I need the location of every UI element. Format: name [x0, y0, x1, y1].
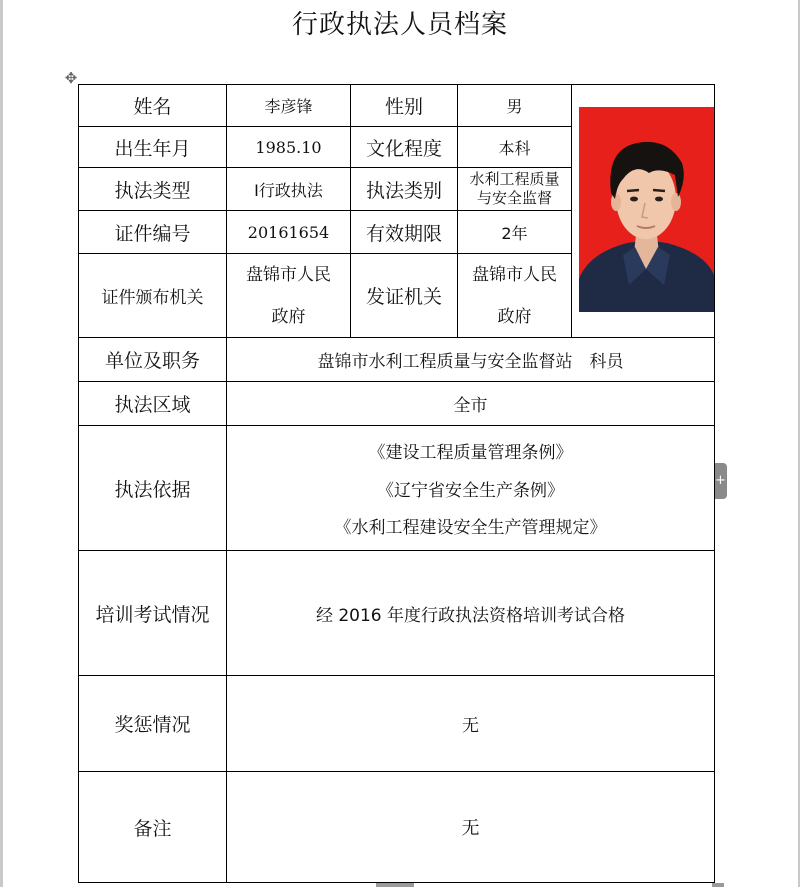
value-birth: 1985.10 — [255, 137, 322, 157]
basis-item: 《水利工程建设安全生产管理规定》 — [334, 517, 607, 538]
value-unit-position: 盘锦市水利工程质量与安全监督站 科员 — [317, 352, 624, 372]
value-certifying-authority-line1: 盘锦市人民 — [472, 264, 557, 285]
label-certifying-authority: 发证机关 — [365, 286, 442, 308]
value-rewards: 无 — [462, 716, 479, 736]
value-enforcement-type: I行政执法 — [254, 180, 323, 200]
label-basis: 执法依据 — [114, 478, 191, 501]
page-title: 行政执法人员档案 — [291, 10, 508, 40]
value-validity: 2年 — [501, 223, 528, 243]
label-validity: 有效期限 — [365, 222, 442, 245]
basis-item: 《辽宁省安全生产条例》 — [377, 480, 564, 501]
table-move-handle-icon[interactable]: ✥ — [64, 69, 78, 87]
label-unit-position: 单位及职务 — [104, 350, 200, 372]
value-basis — [227, 426, 714, 550]
value-certifying-authority — [458, 254, 571, 337]
label-area: 执法区域 — [114, 394, 191, 416]
label-enforcement-type: 执法类型 — [114, 179, 191, 202]
label-gender: 性别 — [384, 96, 423, 118]
page-left-edge — [0, 0, 3, 887]
profile-photo — [579, 107, 714, 312]
value-training: 经 2016 年度行政执法资格培训考试合格 — [315, 605, 626, 626]
label-name: 姓名 — [133, 96, 172, 118]
label-issuing-authority: 证件颁布机关 — [101, 288, 204, 308]
label-enforcement-category: 执法类别 — [365, 179, 442, 202]
person-portrait-image — [579, 107, 714, 312]
label-birth: 出生年月 — [114, 137, 191, 160]
value-issuing-authority — [227, 254, 350, 337]
label-training: 培训考试情况 — [95, 603, 210, 626]
value-enforcement-category-line2: 与安全监督 — [476, 189, 552, 207]
page-bottom-marker — [376, 883, 414, 887]
value-enforcement-category-line1: 水利工程质量 — [469, 170, 560, 188]
value-gender: 男 — [506, 97, 523, 116]
value-issuing-authority-line1: 盘锦市人民 — [246, 264, 331, 285]
value-remarks: 无 — [461, 818, 480, 839]
page-bottom-marker — [712, 883, 724, 887]
label-certificate-no: 证件编号 — [114, 222, 191, 245]
value-education: 本科 — [498, 138, 531, 158]
label-education: 文化程度 — [365, 137, 442, 160]
value-certificate-no: 20161654 — [247, 222, 330, 242]
value-name: 李彦锋 — [264, 97, 313, 116]
label-remarks: 备注 — [133, 817, 172, 840]
value-certifying-authority-line2: 政府 — [497, 306, 532, 327]
value-issuing-authority-line2: 政府 — [271, 306, 306, 327]
value-area: 全市 — [453, 396, 488, 416]
add-column-icon[interactable]: + — [714, 463, 727, 499]
label-rewards: 奖惩情况 — [114, 714, 191, 736]
value-enforcement-category — [458, 168, 571, 210]
basis-item: 《建设工程质量管理条例》 — [368, 443, 573, 464]
